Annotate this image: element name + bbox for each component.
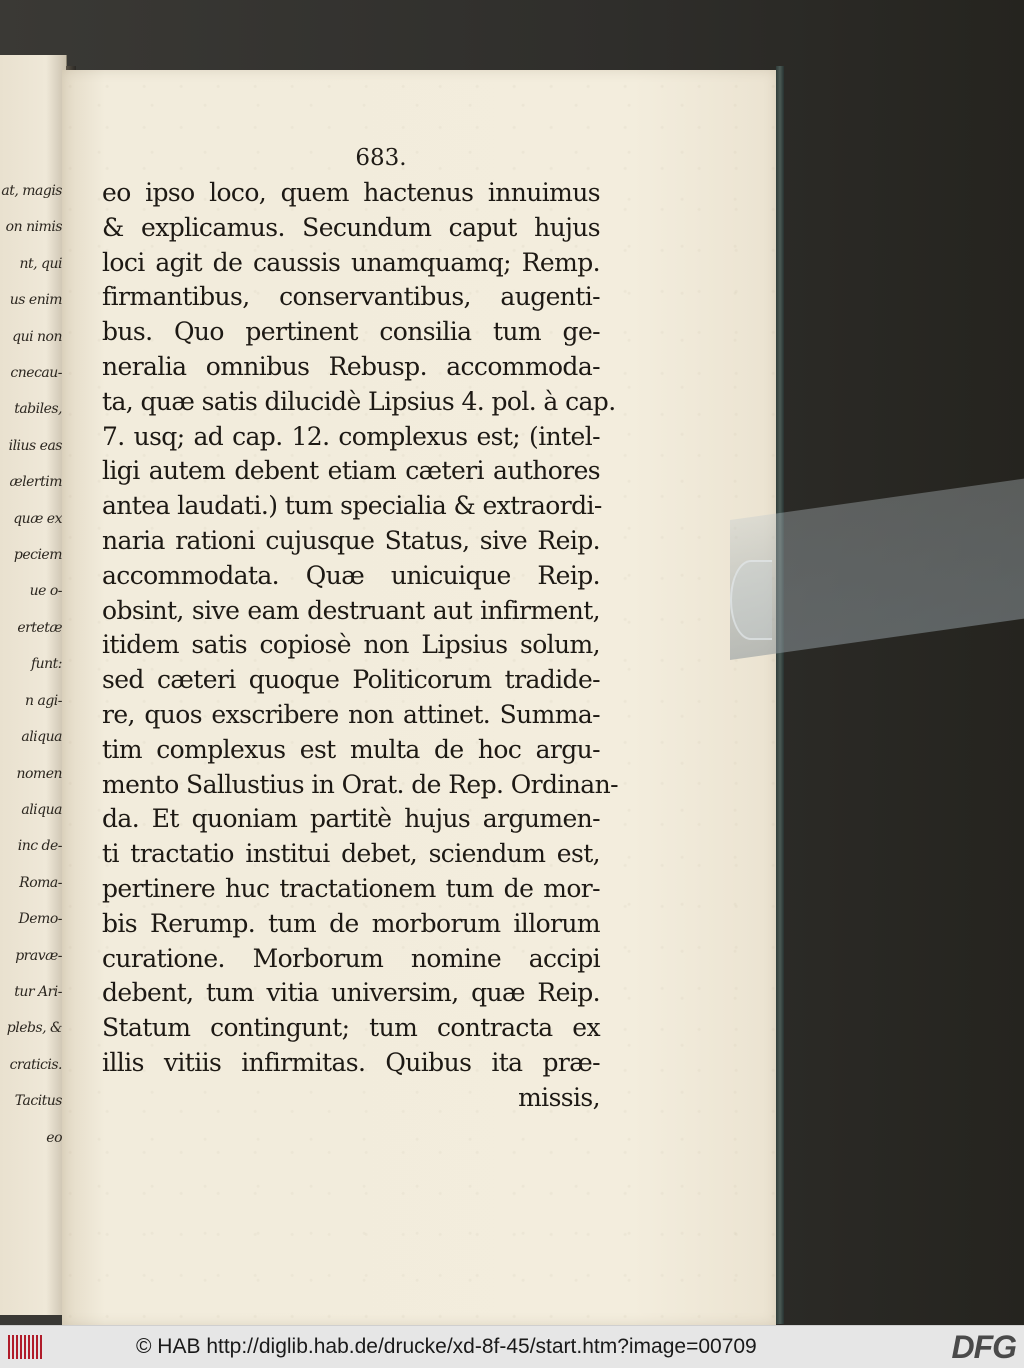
text-line: naria rationi cujusque Status, sive Reip.: [102, 525, 600, 555]
text-line: ti tractatio institui debet, sciendum est,: [102, 839, 600, 869]
text-line: obsint, sive eam destruant aut infirment,: [102, 595, 600, 625]
page-text-block: [102, 140, 618, 1116]
text-line: antea laudati.) tum specialia & extraordi-: [102, 491, 602, 521]
hab-logo-icon: [8, 1335, 44, 1359]
book-cover-edge: [776, 66, 784, 1324]
text-line: itidem satis copiosè non Lipsius solum,: [102, 630, 600, 660]
text-line: neralia omnibus Rebusp. accommoda-: [102, 351, 600, 381]
text-line: pertinere huc tractationem tum de mor-: [102, 873, 600, 903]
previous-page-fragment: Tacitus: [14, 1093, 62, 1110]
text-line: firmantibus, conservantibus, augenti-: [102, 282, 600, 312]
previous-page-fragment: peciem: [13, 547, 62, 564]
page-number: 683.: [355, 145, 407, 171]
text-line: mento Sallustius in Orat. de Rep. Ordinan-: [102, 769, 618, 799]
previous-page-fragment: on nimis: [5, 219, 62, 236]
previous-page-edge: [0, 55, 67, 1315]
catchword: missis,: [518, 1082, 600, 1112]
previous-page-fragment: Demo-: [18, 911, 62, 928]
previous-page-fragment: aliqua: [21, 801, 62, 818]
previous-page-fragment: nomen: [16, 765, 62, 782]
previous-page-text-fragments: [0, 173, 62, 1156]
previous-page-fragment: craticis.: [9, 1056, 62, 1073]
page-body-lines: [102, 176, 618, 1081]
text-line: curatione. Morborum nomine accipi: [102, 943, 600, 973]
text-line: & explicamus. Secundum caput hujus: [102, 212, 600, 242]
previous-page-fragment: ertetæ: [17, 619, 62, 636]
source-credit-link[interactable]: © HAB http://diglib.hab.de/drucke/xd-8f-45/start.htm?image=00709: [136, 1335, 757, 1358]
previous-page-fragment: pravæ-: [15, 947, 62, 964]
previous-page-fragment: qui non: [12, 328, 62, 345]
text-line: ta, quæ satis dilucidè Lipsius 4. pol. à cap.: [102, 386, 616, 416]
text-line: eo ipso loco, quem hactenus innuimus: [102, 178, 600, 207]
text-line: re, quos exscribere non attinet. Summa-: [102, 699, 600, 729]
previous-page-fragment: ilius eas: [8, 437, 62, 454]
previous-page-fragment: cnecau-: [10, 365, 62, 382]
previous-page-fragment: Roma-: [19, 874, 62, 891]
previous-page-fragment: funt:: [30, 656, 62, 673]
previous-page-fragment: tur Ari-: [14, 983, 62, 1000]
previous-page-fragment: ælertim: [9, 474, 62, 491]
previous-page-fragment: us enim: [9, 292, 62, 309]
previous-page-fragment: ue o-: [29, 583, 62, 600]
text-line: illis vitiis infirmitas. Quibus ita præ-: [102, 1047, 600, 1077]
previous-page-fragment: nt, qui: [19, 255, 62, 272]
viewer-footer: [0, 1325, 1024, 1368]
text-line: 7. usq; ad cap. 12. complexus est; (intel-: [102, 421, 600, 451]
text-line: loci agit de caussis unamquamq; Remp.: [102, 247, 600, 277]
text-line: accommodata. Quæ unicuique Reip.: [102, 560, 600, 590]
text-line: debent, tum vitia universim, quæ Reip.: [102, 978, 600, 1008]
previous-page-fragment: tabiles,: [14, 401, 62, 418]
text-line: bis Rerump. tum de morborum illorum: [102, 908, 600, 938]
previous-page-fragment: at, magis: [1, 183, 62, 199]
text-line: Statum contingunt; tum contracta ex: [102, 1013, 600, 1043]
dfg-logo: DFG: [951, 1329, 1016, 1365]
page-clip-tip: [730, 560, 772, 640]
previous-page-fragment: n agi-: [25, 692, 62, 709]
text-line: da. Et quoniam partitè hujus argumen-: [102, 804, 600, 834]
text-line: sed cæteri quoque Politicorum tradide-: [102, 665, 600, 695]
previous-page-fragment: plebs, &: [6, 1020, 62, 1037]
previous-page-fragment: inc de-: [17, 838, 62, 855]
previous-page-fragment: eo: [46, 1129, 62, 1146]
text-line: tim complexus est multa de hoc argu-: [102, 734, 600, 764]
previous-page-fragment: quæ ex: [13, 510, 62, 527]
previous-page-fragment: aliqua: [21, 729, 62, 746]
text-line: bus. Quo pertinent consilia tum ge-: [102, 317, 600, 347]
text-line: ligi autem debent etiam cæteri authores: [102, 456, 600, 486]
